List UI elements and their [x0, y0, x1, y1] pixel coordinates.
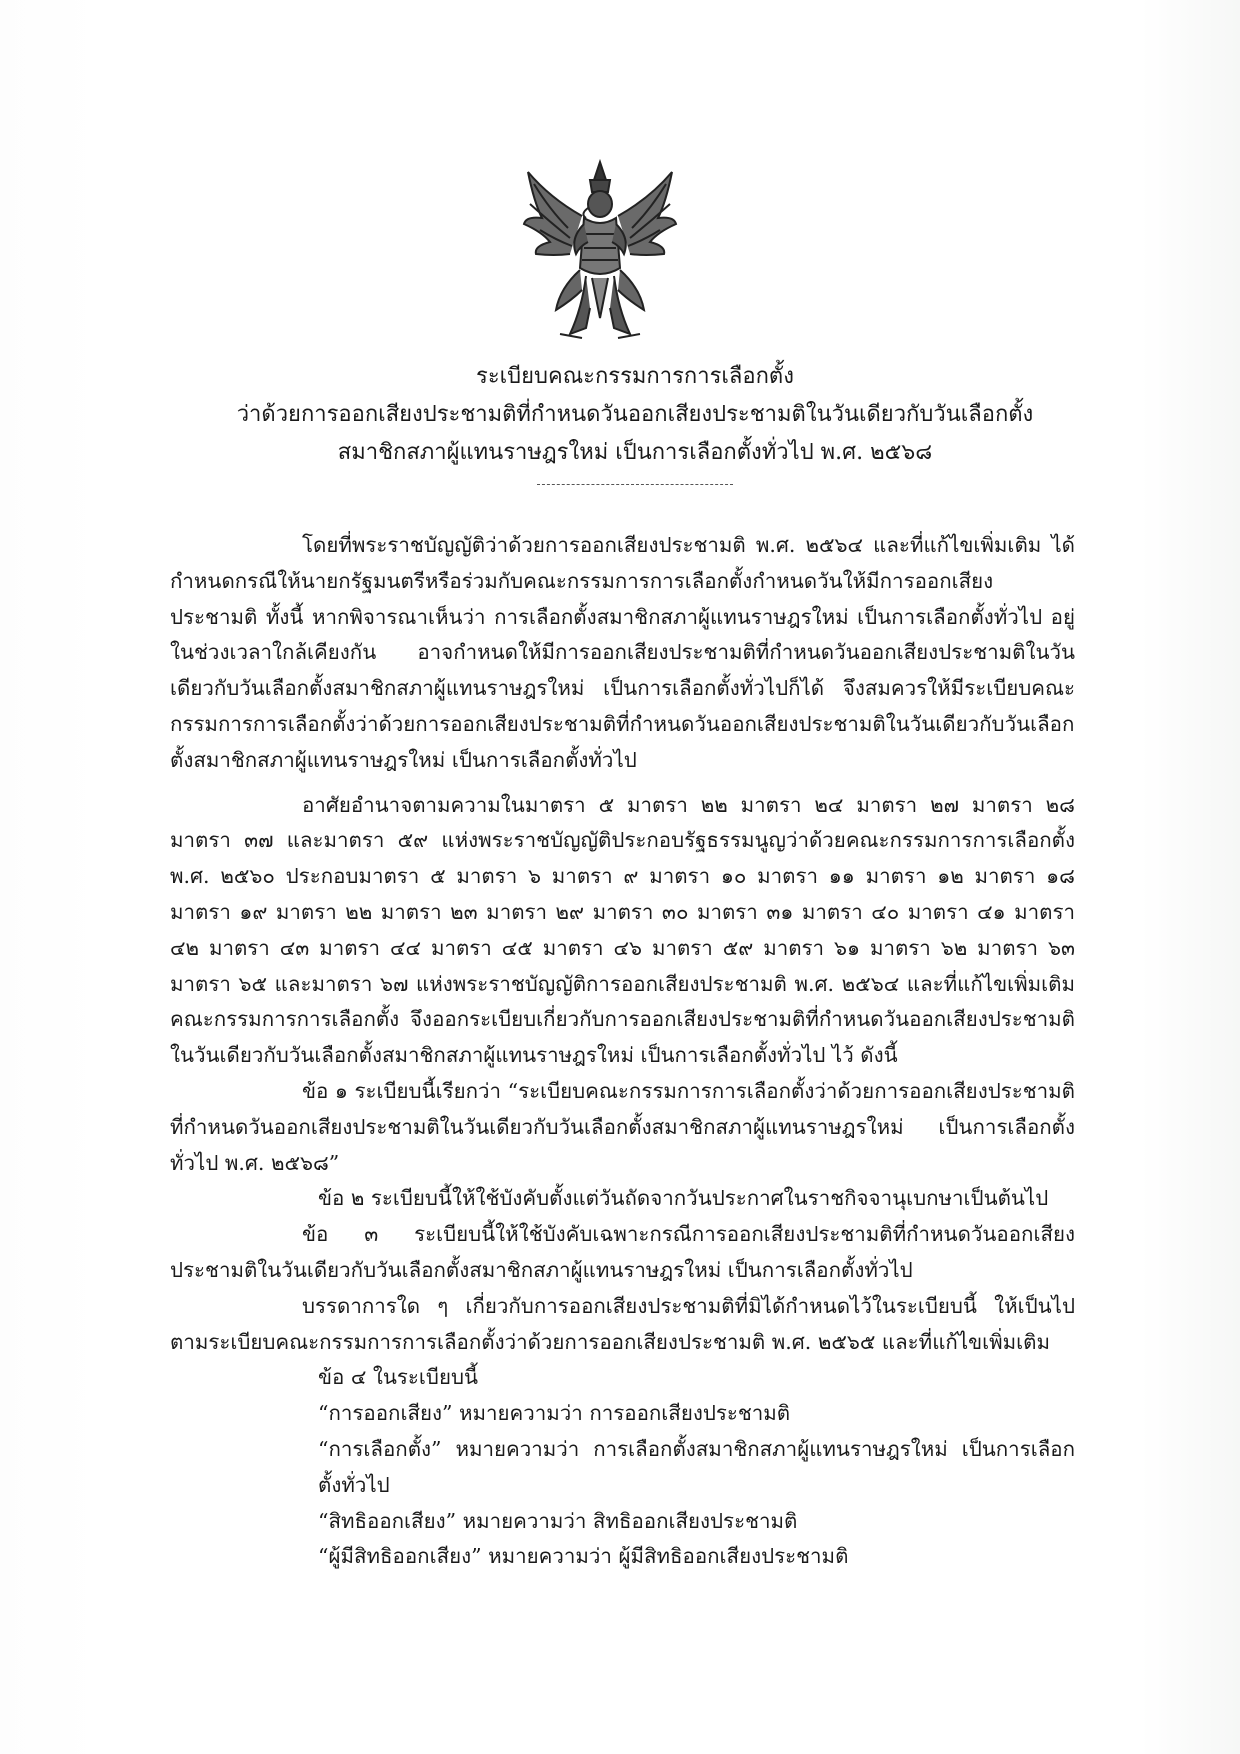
definition-item: “ผู้มีสิทธิออกเสียง” หมายความว่า ผู้มีสิทธิออกเสียงประชามติ — [318, 1544, 849, 1569]
definition-item: “สิทธิออกเสียง” หมายความว่า สิทธิออกเสียงประชามติ — [318, 1508, 798, 1533]
title-line-2: ว่าด้วยการออกเสียงประชามติที่กำหนดวันออกเสียงประชามติในวันเดียวกับวันเลือกตั้ง — [236, 402, 1034, 427]
definition-item: “การเลือกตั้ง” หมายความว่า การเลือกตั้งสมาชิกสภาผู้แทนราษฎรใหม่ เป็นการเลือกตั้งทั่วไป — [318, 1436, 1075, 1497]
clause-3-paragraph-2: บรรดาการใด ๆ เกี่ยวกับการออกเสียงประชามติที่มิได้กำหนดไว้ในระเบียบนี้ ให้เป็นไปตามระเบียบคณะกรรมการการเลือกตั้งว่าด้วยการออกเสียงประชามติ พ.ศ. ๒๕๖๕ และที่แก้ไขเพิ่มเติม — [170, 1293, 1075, 1354]
definition-item: “การออกเสียง” หมายความว่า การออกเสียงประชามติ — [318, 1401, 791, 1426]
clause-4: ข้อ ๔ ในระเบียบนี้ — [318, 1365, 478, 1390]
preamble-paragraph: โดยที่พระราชบัญญัติว่าด้วยการออกเสียงประชามติ พ.ศ. ๒๕๖๔ และที่แก้ไขเพิ่มเติม ได้กำหนดกรณีให้นายกรัฐมนตรีหรือร่วมกับคณะกรรมการการเลือกตั้งกำหนดวันให้มีการออกเสียงประชามติ ทั้งนี้ หากพิจารณาเห็นว่า การเลือกตั้งสมาชิกสภาผู้แทนราษฎรใหม่ เป็นการเลือกตั้งทั่วไป อยู่ในช่วงเวลาใกล้เคียงกัน อาจกำหนดให้มีการออกเสียงประชามติที่กำหนดวันออกเสียงประชามติในวันเดียวกับวันเลือกตั้งสมาชิกสภาผู้แทนราษฎรใหม่ เป็นการเลือกตั้งทั่วไปก็ได้ จึงสมควรให้มีระเบียบคณะกรรมการการเลือกตั้งว่าด้วยการออกเสียงประชามติที่กำหนดวันออกเสียงประชามติในวันเดียวกับวันเลือกตั้งสมาชิกสภาผู้แทนราษฎรใหม่ เป็นการเลือกตั้งทั่วไป — [170, 533, 1075, 772]
garuda-emblem-icon — [520, 158, 680, 348]
title-divider — [537, 484, 733, 485]
title-line-1: ระเบียบคณะกรรมการการเลือกตั้ง — [476, 364, 794, 389]
clause-3: ข้อ ๓ ระเบียบนี้ให้ใช้บังคับเฉพาะกรณีการออกเสียงประชามติที่กำหนดวันออกเสียงประชามติในวันเดียวกับวันเลือกตั้งสมาชิกสภาผู้แทนราษฎรใหม่ เป็นการเลือกตั้งทั่วไป — [170, 1222, 1075, 1282]
regulation-body — [170, 528, 1075, 1575]
clause-1: ข้อ ๑ ระเบียบนี้เรียกว่า “ระเบียบคณะกรรมการการเลือกตั้งว่าด้วยการออกเสียงประชามติที่กำหนดวันออกเสียงประชามติในวันเดียวกับวันเลือกตั้งสมาชิกสภาผู้แทนราษฎรใหม่ เป็นการเลือกตั้งทั่วไป พ.ศ. ๒๕๖๘” — [170, 1078, 1075, 1175]
clause-2: ข้อ ๒ ระเบียบนี้ให้ใช้บังคับตั้งแต่วันถัดจากวันประกาศในราชกิจจานุเบกษาเป็นต้นไป — [318, 1186, 1049, 1211]
regulation-title — [150, 358, 1120, 485]
title-line-3: สมาชิกสภาผู้แทนราษฎรใหม่ เป็นการเลือกตั้งทั่วไป พ.ศ. ๒๕๖๘ — [337, 440, 933, 465]
authority-paragraph: อาศัยอำนาจตามความในมาตรา ๕ มาตรา ๒๒ มาตรา ๒๔ มาตรา ๒๗ มาตรา ๒๘ มาตรา ๓๗ และมาตรา ๕๙ แห่งพระราชบัญญัติประกอบรัฐธรรมนูญว่าด้วยคณะกรรมการการเลือกตั้ง พ.ศ. ๒๕๖๐ ประกอบมาตรา ๕ มาตรา ๖ มาตรา ๙ มาตรา ๑๐ มาตรา ๑๑ มาตรา ๑๒ มาตรา ๑๘ มาตรา ๑๙ มาตรา ๒๒ มาตรา ๒๓ มาตรา ๒๙ มาตรา ๓๐ มาตรา ๓๑ มาตรา ๔๐ มาตรา ๔๑ มาตรา ๔๒ มาตรา ๔๓ มาตรา ๔๔ มาตรา ๔๕ มาตรา ๔๖ มาตรา ๕๙ มาตรา ๖๑ มาตรา ๖๒ มาตรา ๖๓ มาตรา ๖๕ และมาตรา ๖๗ แห่งพระราชบัญญัติการออกเสียงประชามติ พ.ศ. ๒๕๖๔ และที่แก้ไขเพิ่มเติม คณะกรรมการการเลือกตั้ง จึงออกระเบียบเกี่ยวกับการออกเสียงประชามติที่กำหนดวันออกเสียงประชามติในวันเดียวกับวันเลือกตั้งสมาชิกสภาผู้แทนราษฎรใหม่ เป็นการเลือกตั้งทั่วไป ไว้ ดังนี้ — [170, 792, 1075, 1068]
